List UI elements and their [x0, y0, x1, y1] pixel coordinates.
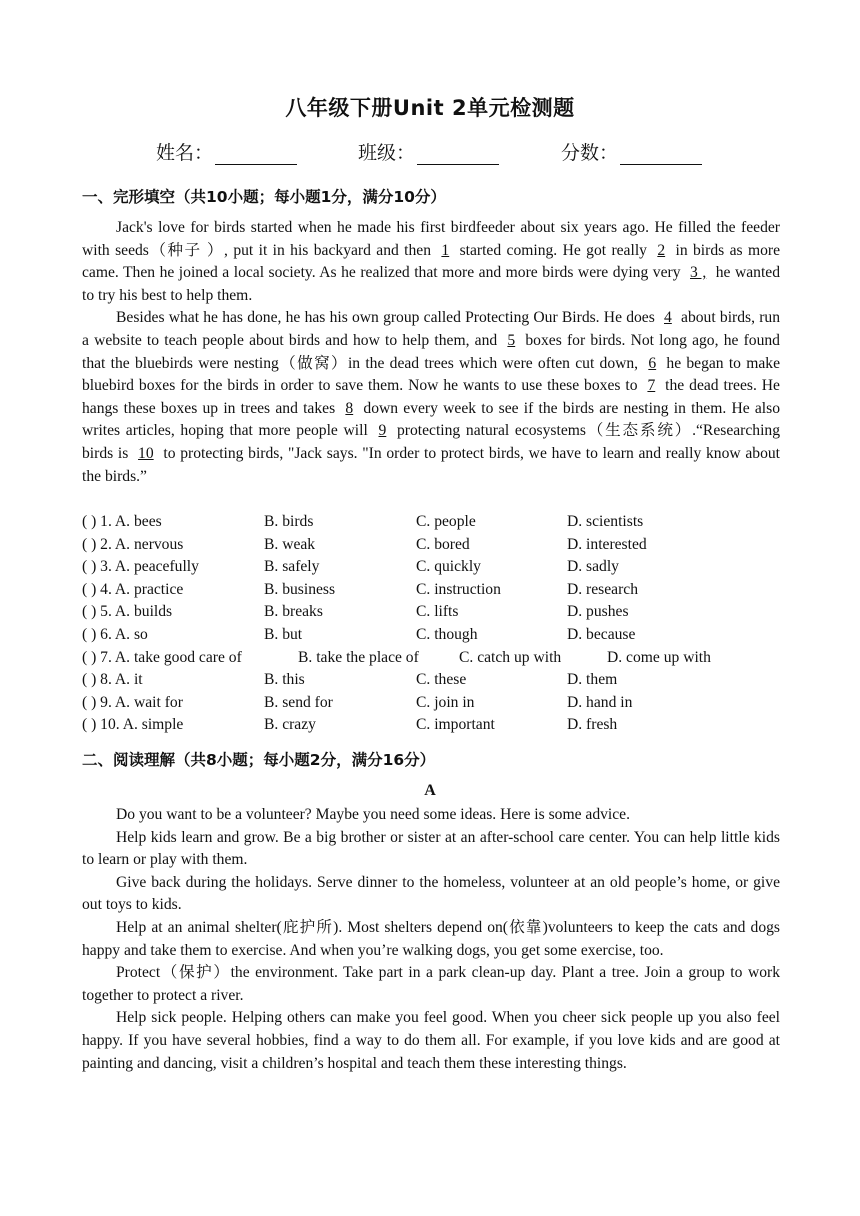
answer-option-b[interactable]: B. weak: [264, 535, 316, 553]
class-blank[interactable]: [417, 146, 499, 165]
question-row: [82, 511, 802, 534]
blank-6: 6: [648, 354, 657, 372]
answer-option-b[interactable]: B. business: [264, 580, 336, 598]
question-row: [82, 624, 802, 647]
reading-paragraph: Help at an animal shelter(庇护所). Most shelters depend on(依靠)volunteers to keep the cats and dogs happy and take them to exercise. And when you’re walking dogs, you get some exercise, too.: [82, 918, 780, 959]
page-title: 八年级下册Unit 2单元检测题: [285, 96, 575, 120]
answer-option-b[interactable]: B. safely: [264, 558, 320, 576]
blank-1: 1: [441, 241, 450, 259]
answer-option-a[interactable]: ( ) 6. A. so: [82, 625, 148, 643]
text-run: down every week to see if the birds are nesting in them. He also writes articles, hoping that more people will: [82, 399, 780, 440]
text-run: about birds, run a website to teach people about birds and how to help them, and: [82, 309, 780, 349]
text-run: boxes for birds. Not long ago, he found that the bluebirds were nesting（做窝）in the dead trees which were often cut down,: [82, 331, 780, 372]
question-row: [82, 601, 802, 624]
text-run: in birds as more came. Then he joined a local society. As he realized that more and more birds were dying very: [82, 241, 780, 282]
score-blank[interactable]: [620, 146, 702, 165]
answer-option-c[interactable]: C. catch up with: [459, 648, 562, 666]
question-row: [82, 714, 802, 737]
blank-2: 2: [657, 241, 666, 259]
answer-option-c[interactable]: C. join in: [416, 693, 475, 711]
answer-option-b[interactable]: B. but: [264, 625, 303, 643]
answer-option-c[interactable]: C. people: [416, 513, 476, 530]
answer-option-d[interactable]: D. pushes: [567, 603, 629, 621]
text-run: Jack's love for birds started when he made his first birdfeeder about six years ago. He filled the feeder with seeds（种子 ）, put it in his backyard and then: [82, 219, 780, 259]
answer-option-d[interactable]: D. come up with: [607, 648, 711, 666]
answer-option-d[interactable]: D. interested: [567, 535, 647, 553]
question-row: [82, 556, 802, 579]
answer-option-d[interactable]: D. because: [567, 625, 636, 643]
answer-option-c[interactable]: C. instruction: [416, 580, 501, 598]
answer-option-c[interactable]: C. quickly: [416, 558, 481, 576]
blank-8: 8: [345, 399, 354, 417]
answer-option-d[interactable]: D. them: [567, 671, 618, 689]
text-run: he began to make bluebird boxes for the birds in order to save them. Now he wants to use these boxes to: [82, 354, 780, 395]
answer-option-b[interactable]: B. this: [264, 671, 305, 689]
question-row: [82, 669, 802, 692]
answer-option-a[interactable]: ( ) 1. A. bees: [82, 513, 162, 530]
answer-option-c[interactable]: C. these: [416, 671, 467, 689]
student-info-row: [0, 138, 860, 166]
question-row: [82, 692, 802, 715]
blank-7: 7: [647, 377, 656, 395]
answer-option-b[interactable]: B. birds: [264, 513, 314, 530]
reading-paragraph: Help sick people. Helping others can make you feel good. When you cheer sick people up you also feel happy. If you have several hobbies, find a way to do them all. For example, if you love kids and are good at painting and dancing, visit a children’s hospital and teach them these interesting things.: [82, 1009, 780, 1072]
answer-option-d[interactable]: D. sadly: [567, 558, 619, 576]
reading-passage: [82, 804, 780, 1075]
answer-option-d[interactable]: D. research: [567, 580, 638, 598]
text-run: started coming. He got really: [454, 241, 653, 259]
reading-paragraph: Do you want to be a volunteer? Maybe you need some ideas. Here is some advice.: [116, 806, 630, 823]
score-field: [561, 138, 702, 165]
answer-option-c[interactable]: C. bored: [416, 535, 470, 553]
cloze-paragraph-2: [82, 307, 780, 488]
answer-option-a[interactable]: ( ) 3. A. peacefully: [82, 558, 199, 576]
blank-4: 4: [664, 309, 672, 327]
answer-option-b[interactable]: B. take the place of: [298, 648, 419, 666]
question-row: [82, 534, 802, 557]
section2-heading: 二、阅读理解（共8小题；每小题2分，满分16分）: [82, 751, 436, 769]
name-field: [156, 138, 297, 165]
blank-3: 3 ,: [690, 264, 707, 282]
blank-5: 5: [507, 331, 516, 349]
answer-option-a[interactable]: ( ) 8. A. it: [82, 671, 143, 689]
text-run: Besides what he has done, he has his own group called Protecting Our Birds. He does: [116, 309, 660, 327]
answer-option-a[interactable]: ( ) 4. A. practice: [82, 580, 184, 598]
blank-10: 10: [138, 444, 154, 462]
answer-option-a[interactable]: ( ) 5. A. builds: [82, 603, 173, 621]
reading-paragraph: Help kids learn and grow. Be a big brother or sister at an after-school care center. You can help little kids to learn or play with them.: [82, 828, 780, 869]
answer-option-c[interactable]: C. lifts: [416, 603, 459, 621]
answer-option-b[interactable]: B. crazy: [264, 716, 316, 734]
cloze-paragraph-1: [82, 217, 780, 307]
answer-option-c[interactable]: C. though: [416, 625, 478, 643]
cloze-options: [82, 511, 802, 737]
answer-option-b[interactable]: B. send for: [264, 693, 333, 711]
answer-option-d[interactable]: D. hand in: [567, 693, 633, 711]
reading-paragraph: Give back during the holidays. Serve dinner to the homeless, volunteer at an old people’s home, or give out toys to kids.: [82, 873, 780, 914]
passage-label: A: [424, 782, 436, 799]
blank-9: 9: [378, 422, 387, 440]
reading-paragraph: Protect（保护）the environment. Take part in a park clean-up day. Plant a tree. Join a group to work together to protect a river.: [82, 964, 780, 1004]
text-run: the dead trees. He hangs these boxes up in trees and takes: [82, 377, 780, 417]
question-row: [82, 579, 802, 602]
class-field: [358, 138, 499, 165]
answer-option-a[interactable]: ( ) 10. A. simple: [82, 716, 184, 734]
section1-heading: 一、完形填空（共10小题；每小题1分，满分10分）: [82, 188, 446, 206]
cloze-passage: [82, 217, 780, 488]
answer-option-a[interactable]: ( ) 7. A. take good care of: [82, 648, 242, 666]
answer-option-d[interactable]: D. scientists: [567, 513, 644, 530]
score-label: 分数：: [561, 142, 619, 164]
answer-option-a[interactable]: ( ) 2. A. nervous: [82, 535, 184, 553]
name-blank[interactable]: [215, 146, 297, 165]
text-run: he wanted to try his best to help them.: [82, 264, 781, 304]
answer-option-b[interactable]: B. breaks: [264, 603, 323, 621]
answer-option-d[interactable]: D. fresh: [567, 716, 618, 734]
text-run: to protecting birds, "Jack says. "In order to protect birds, we have to learn and really know about the birds.”: [82, 444, 780, 485]
answer-option-a[interactable]: ( ) 9. A. wait for: [82, 693, 183, 711]
answer-option-c[interactable]: C. important: [416, 716, 495, 734]
text-run: protecting natural ecosystems（生态系统）.“Researching birds is: [82, 422, 780, 462]
question-row: [82, 647, 802, 670]
name-label: 姓名：: [156, 142, 214, 164]
class-label: 班级：: [358, 142, 416, 164]
